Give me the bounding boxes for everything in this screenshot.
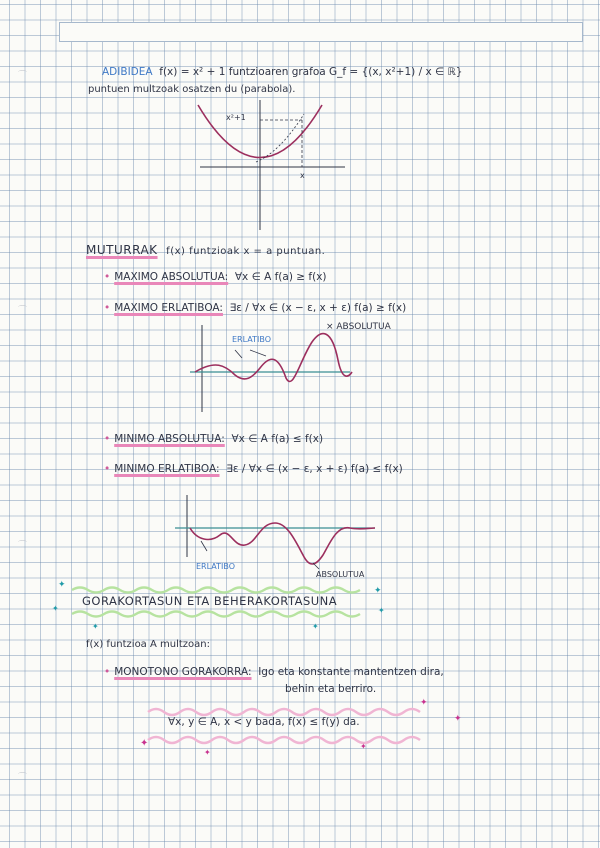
punch-hole-mark <box>18 303 30 309</box>
sparkle-icon: ✦ <box>378 606 385 615</box>
sparkle-icon: ✦ <box>204 748 211 757</box>
punch-hole-mark <box>18 68 30 74</box>
bullet-icon: • <box>104 433 111 445</box>
max-relative-label: ERLATIBO <box>232 335 271 344</box>
sparkle-icon: ✦ <box>454 714 462 724</box>
extremes-heading: MUTURRAK <box>86 243 158 257</box>
parabola-x-marker: x <box>300 171 305 180</box>
monotony-heading: GORAKORTASUN ETA BEHERAKORTASUNA <box>82 594 338 608</box>
bullet-icon: • <box>104 302 111 314</box>
item-text: ∀x ∈ A f(a) ≥ f(x) <box>234 271 327 283</box>
item-minimo-absolutua <box>104 433 323 445</box>
item-maximo-absolutua <box>104 271 327 283</box>
item-maximo-erlatiboa <box>104 302 406 314</box>
item-label: MAXIMO ABSOLUTUA: <box>114 271 229 283</box>
item-monotono-gorakorra <box>104 666 444 678</box>
sparkle-icon: ✦ <box>58 580 66 590</box>
maximum-curve <box>195 334 352 382</box>
punch-hole-mark <box>18 770 30 776</box>
parabola-y-marker: x²+1 <box>226 113 246 122</box>
max-absolute-label: × ABSOLUTUA <box>326 322 391 332</box>
item-label: MONOTONO GORAKORRA: <box>114 666 252 678</box>
minimum-curve <box>190 523 375 564</box>
maximum-graph <box>190 320 365 415</box>
item-text: ∀x ∈ A f(a) ≤ f(x) <box>231 433 324 445</box>
sparkle-icon: ✦ <box>52 604 59 613</box>
monotony-intro: f(x) funtzioa A multzoan: <box>86 639 210 650</box>
sparkle-icon: ✦ <box>420 698 428 708</box>
scallop-bottom <box>72 612 360 617</box>
item-label: MINIMO ERLATIBOA: <box>114 463 220 475</box>
page-header-box <box>59 22 583 42</box>
item-minimo-erlatiboa <box>104 463 403 475</box>
scallop-bottom <box>148 737 420 743</box>
item-label: MINIMO ABSOLUTUA: <box>114 433 225 445</box>
relative-arrow <box>235 350 242 358</box>
extremes-heading-line <box>86 243 325 257</box>
example-definition: f(x) = x² + 1 funtzioaren grafoa G_f = {(x, x²+1) / x ∈ ℝ} <box>159 66 463 78</box>
min-relative-label: ERLATIBO <box>196 562 235 571</box>
relative-arrow <box>201 541 207 551</box>
sparkle-icon: ✦ <box>374 586 382 596</box>
sparkle-icon: ✦ <box>312 622 319 631</box>
scallop-top <box>72 588 360 593</box>
monotony-formula: ∀x, y ∈ A, x < y bada, f(x) ≤ f(y) da. <box>168 716 360 728</box>
parabola-graph <box>180 100 350 235</box>
bullet-icon: • <box>104 463 111 475</box>
bullet-icon: • <box>104 666 111 678</box>
item-text-continued: behin eta berriro. <box>285 683 377 695</box>
min-absolute-label: ABSOLUTUA <box>316 570 365 579</box>
scallop-top <box>148 709 420 715</box>
item-text: ∃ε / ∀x ∈ (x − ε, x + ε) f(a) ≤ f(x) <box>226 463 403 475</box>
item-text: Igo eta konstante mantentzen dira, <box>258 666 444 678</box>
sparkle-icon: ✦ <box>140 738 149 749</box>
punch-hole-mark <box>18 538 30 544</box>
bullet-icon: • <box>104 271 111 283</box>
item-text: ∃ε / ∀x ∈ (x − ε, x + ε) f(a) ≥ f(x) <box>229 302 407 314</box>
extremes-intro: f(x) funtzioak x = a puntuan. <box>166 246 326 257</box>
example-label: ADIBIDEA <box>102 66 153 78</box>
absolute-arrow <box>313 563 319 569</box>
item-label: MAXIMO ERLATIBOA: <box>114 302 223 314</box>
relative-arrow <box>250 350 266 356</box>
example-line-2: puntuen multzoak osatzen du (parabola). <box>88 84 296 95</box>
sparkle-icon: ✦ <box>92 622 99 631</box>
sparkle-icon: ✦ <box>360 742 367 751</box>
example-line-1 <box>102 66 462 78</box>
